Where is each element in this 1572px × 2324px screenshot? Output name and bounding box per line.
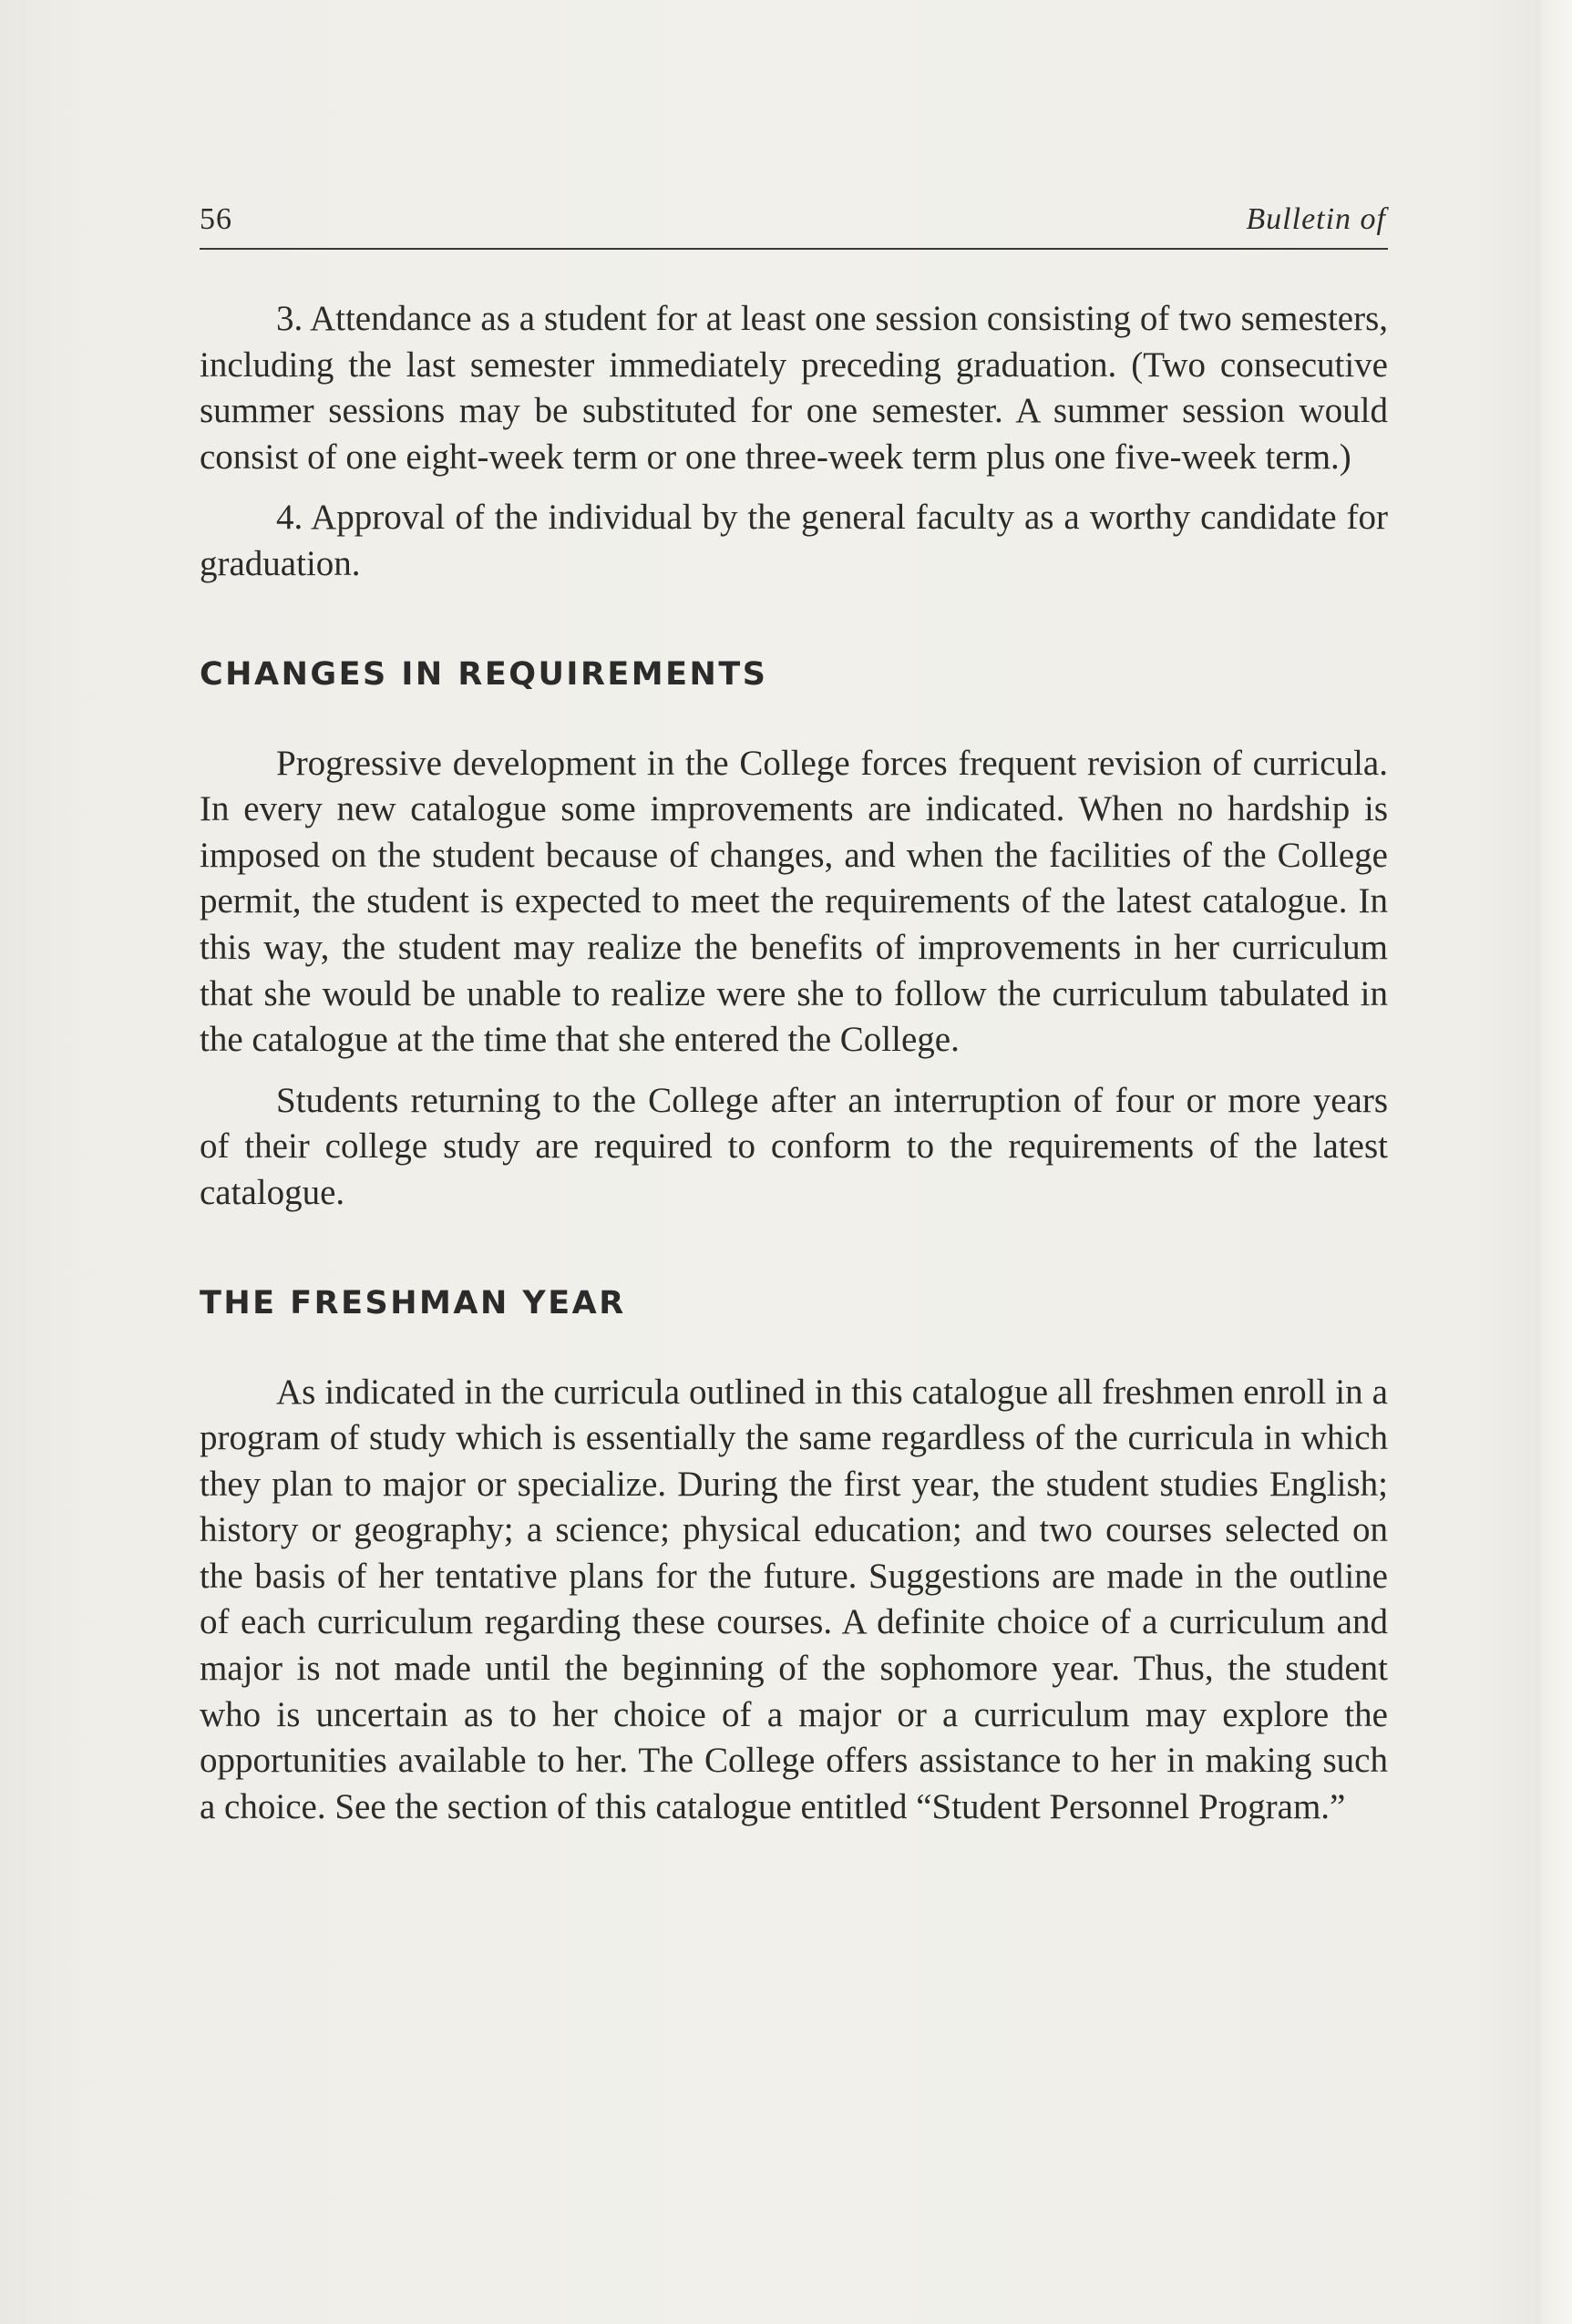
running-head — [200, 197, 1388, 250]
requirement-item-4: 4. Approval of the individual by the general faculty as a worthy candidate for graduation. — [200, 498, 1388, 583]
freshman-paragraph-1: As indicated in the curricula outlined in this catalogue all freshmen enroll in a program of study which is essentially the same regardless of the curricula in which they plan to major or specialize. During the first year, the student studies English; history or geography; a science; physical education; and two courses selected on the basis of her tentative plans for the future. Suggestions are made in the outline of each curriculum regarding these courses. A definite choice of a curriculum and major is not made until the beginning of the sophomore year. Thus, the student who is uncertain as to her choice of a major or a curriculum may explore the opportunities available to her. The College offers assistance to her in making such a choice. See the section of this catalogue entitled “Student Personnel Program.” — [200, 1372, 1388, 1826]
page-body — [200, 296, 1388, 1830]
section-heading-changes: CHANGES IN REQUIREMENTS — [200, 655, 768, 693]
changes-paragraph-2: Students returning to the College after an interruption of four or more years of their college study are required to conform to the requirements of the latest catalogue. — [200, 1080, 1388, 1212]
changes-paragraph-1: Progressive development in the College forces frequent revision of curricula. In every new catalogue some improvements are indicated. When no hardship is imposed on the student because of changes, and when the facilities of the College permit, the student is expected to meet the requirements of the latest catalogue. In this way, the student may realize the benefits of improvements in her curriculum that she would be unable to realize were she to follow the curriculum tabulated in the catalogue at the time that she entered the College. — [200, 743, 1388, 1060]
requirement-item-3: 3. Attendance as a student for at least one session consisting of two semesters, including the last semester immediately preceding graduation. (Two consecutive summer sessions may be substituted for one semester. A summer session would consist of one eight-week term or one three-week term plus one five-week term.) — [200, 299, 1388, 477]
page-edge — [1541, 0, 1572, 2324]
section-heading-freshman: THE FRESHMAN YEAR — [200, 1284, 626, 1321]
running-title: Bulletin of — [1246, 202, 1386, 236]
page-number: 56 — [200, 202, 232, 236]
